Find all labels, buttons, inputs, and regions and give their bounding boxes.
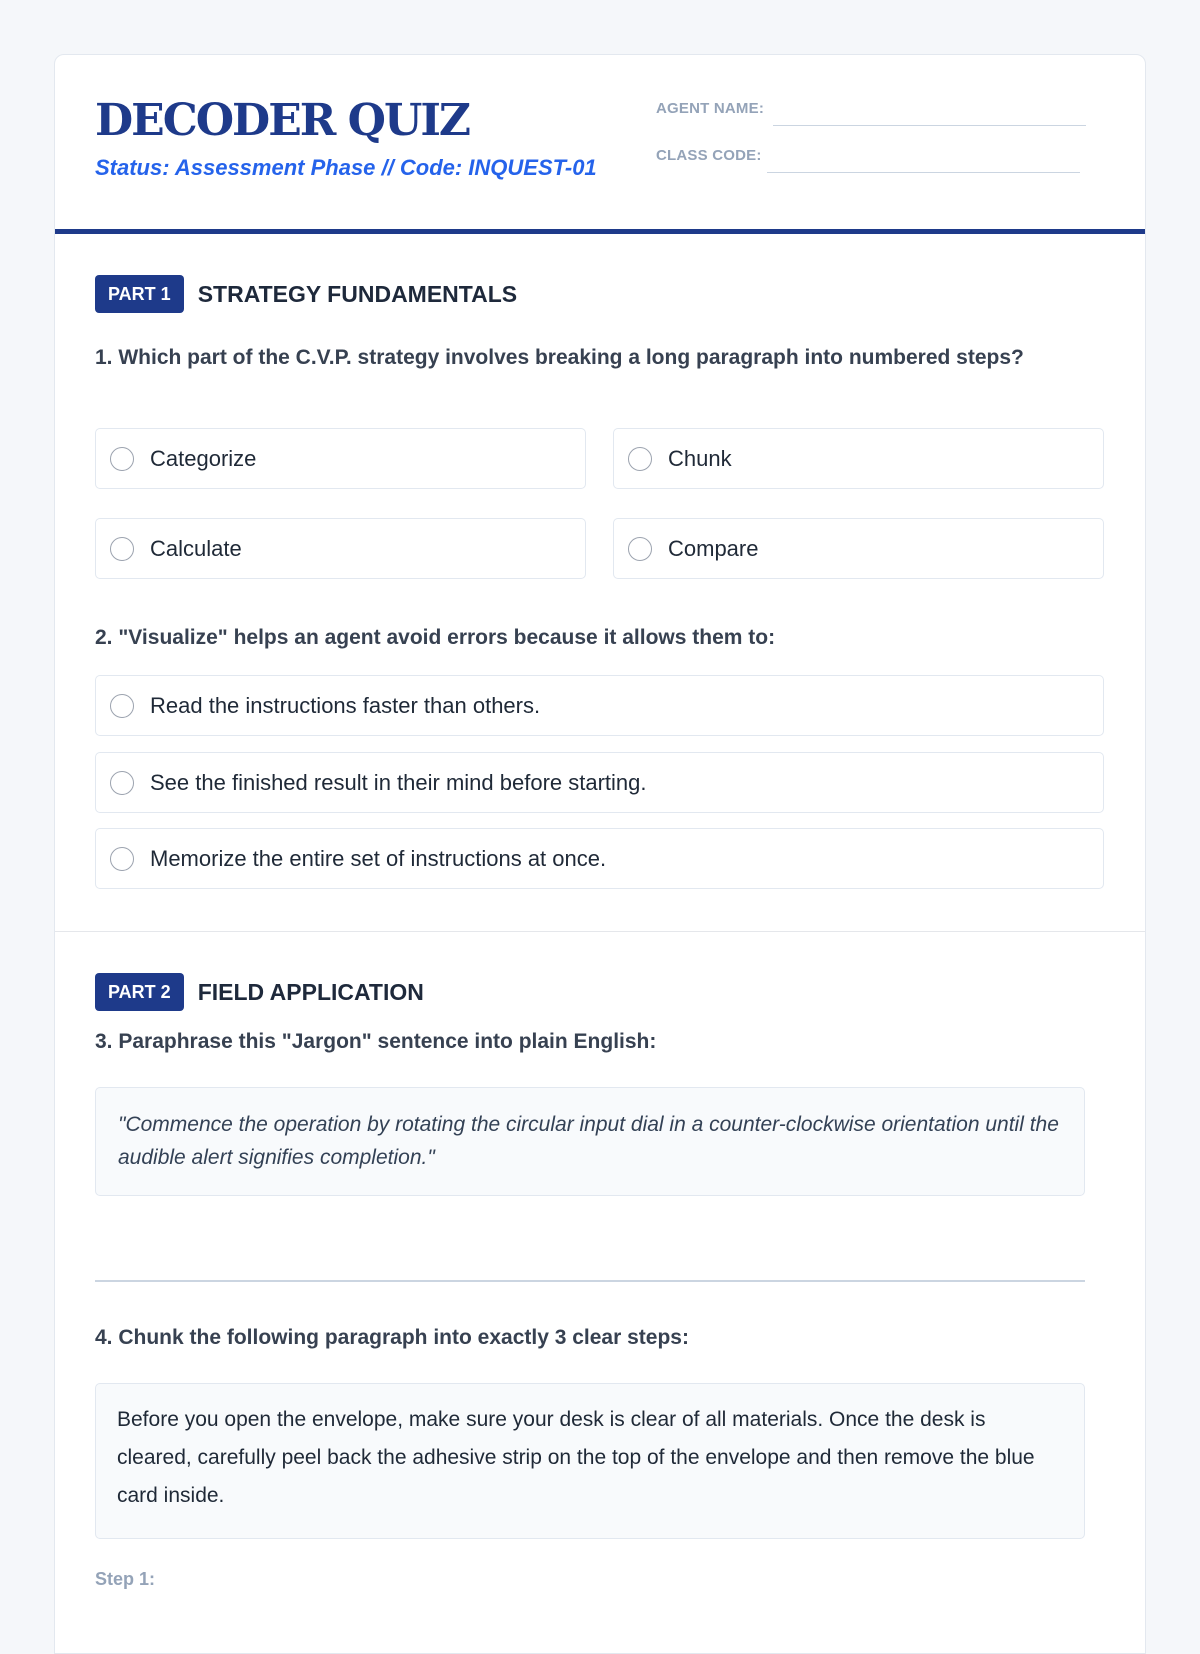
agent-name-label: AGENT NAME: (656, 100, 765, 117)
option-label: Categorize (150, 445, 257, 471)
part2-heading (95, 973, 424, 1011)
question-4: 4. Chunk the following paragraph into exactly 3 clear steps: (95, 1326, 689, 1349)
instruction-paragraph: Before you open the envelope, make sure your desk is clear of all materials. Once the desk is cleared, carefully peel back the adhesive strip on the top of the envelope and then remove the blue card inside. (117, 1408, 1035, 1507)
class-code-label: CLASS CODE: (656, 147, 762, 164)
question-2: 2. "Visualize" helps an agent avoid errors because it allows them to: (95, 626, 776, 649)
q2-option-3[interactable] (95, 828, 1104, 889)
part2-title: FIELD APPLICATION (197, 978, 424, 1005)
jargon-quote: "Commence the operation by rotating the circular input dial in a counter-clockwise orientation until the audible alert signifies completion." (118, 1113, 1059, 1169)
radio-icon[interactable] (110, 447, 134, 471)
question-3: 3. Paraphrase this "Jargon" sentence into plain English: (95, 1030, 657, 1053)
q2-option-2[interactable] (95, 752, 1104, 813)
part2-badge: PART 2 (95, 973, 184, 1011)
option-label: Compare (668, 535, 759, 561)
option-label: Chunk (668, 445, 732, 471)
q2-option-1[interactable] (95, 675, 1104, 736)
agent-name-field[interactable] (773, 125, 1086, 126)
quiz-title: DECODER QUIZ (95, 95, 470, 146)
jargon-quote-box (95, 1087, 1085, 1196)
part1-title: STRATEGY FUNDAMENTALS (197, 280, 518, 307)
part1-heading (95, 275, 517, 313)
quiz-card (54, 54, 1146, 1654)
radio-icon[interactable] (110, 537, 134, 561)
q1-option-calculate[interactable] (95, 518, 586, 579)
radio-icon[interactable] (110, 771, 134, 795)
q1-option-compare[interactable] (613, 518, 1104, 579)
status-line: Status: Assessment Phase // Code: INQUEST-01 (95, 155, 597, 180)
section-divider (55, 931, 1145, 932)
radio-icon[interactable] (110, 847, 134, 871)
option-label: Memorize the entire set of instructions at once. (150, 845, 607, 871)
step-1-label: Step 1: (95, 1569, 156, 1589)
q1-option-chunk[interactable] (613, 428, 1104, 489)
q3-answer-line[interactable] (95, 1280, 1085, 1282)
option-label: See the finished result in their mind before starting. (150, 769, 647, 795)
option-label: Calculate (150, 535, 242, 561)
q1-option-categorize[interactable] (95, 428, 586, 489)
class-code-field[interactable] (767, 172, 1080, 173)
part1-badge: PART 1 (95, 275, 184, 313)
radio-icon[interactable] (110, 694, 134, 718)
paragraph-box (95, 1383, 1085, 1539)
radio-icon[interactable] (628, 537, 652, 561)
question-1: 1. Which part of the C.V.P. strategy involves breaking a long paragraph into numbered steps? (95, 346, 1024, 369)
quiz-header (55, 55, 1145, 234)
radio-icon[interactable] (628, 447, 652, 471)
option-label: Read the instructions faster than others. (150, 692, 541, 718)
